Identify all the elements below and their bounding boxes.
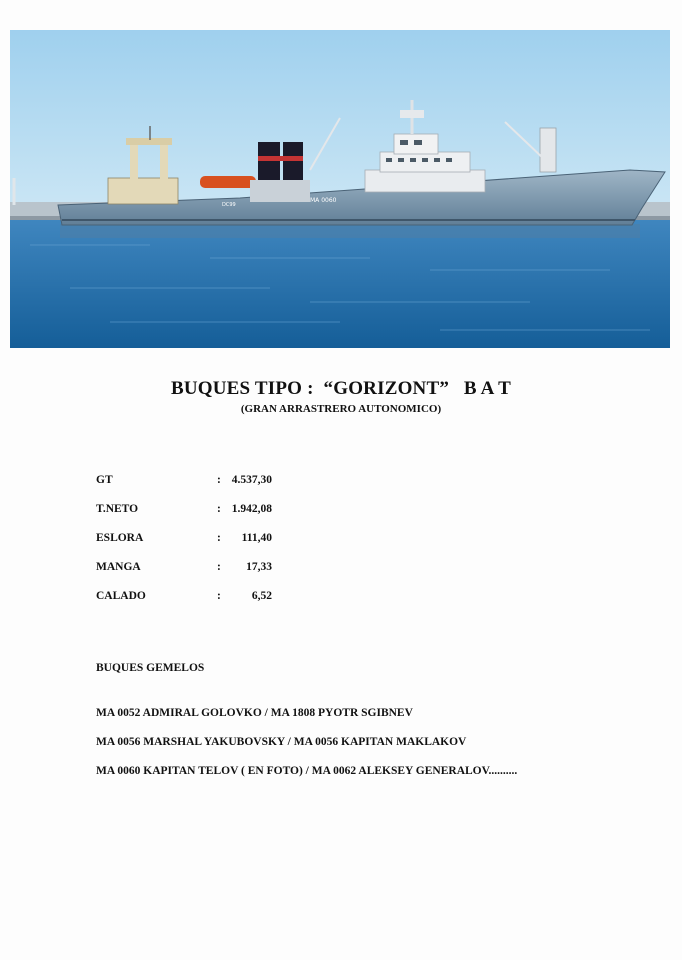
spec-label: T.NETO xyxy=(96,503,139,515)
trawler-illustration xyxy=(10,30,670,348)
hull-marking-bow: DC99 xyxy=(222,202,236,208)
spec-label: MANGA xyxy=(96,561,141,573)
twin-line-3: MA 0060 KAPITAN TELOV ( EN FOTO) / MA 0062 ALEKSEY GENERALOV.......... xyxy=(96,765,518,777)
spec-separator: : xyxy=(217,561,221,573)
spec-separator: : xyxy=(217,503,221,515)
spec-value: 4.537,30 xyxy=(231,474,272,486)
spec-label: CALADO xyxy=(96,590,146,602)
spec-row-tneto xyxy=(96,503,296,519)
twin-line-1: MA 0052 ADMIRAL GOLOVKO / MA 1808 PYOTR SGIBNEV xyxy=(96,707,413,719)
spec-row-calado xyxy=(96,590,296,606)
twins-heading: BUQUES GEMELOS xyxy=(96,662,205,674)
sea xyxy=(10,220,670,348)
twin-line-2: MA 0056 MARSHAL YAKUBOVSKY / MA 0056 KAPITAN MAKLAKOV xyxy=(96,736,467,748)
spec-separator: : xyxy=(217,532,221,544)
page-title: BUQUES TIPO : “GORIZONT” B A T xyxy=(170,378,512,399)
spec-label: GT xyxy=(96,474,113,486)
funnel xyxy=(258,142,280,182)
spec-label: ESLORA xyxy=(96,532,144,544)
spec-value: 6,52 xyxy=(251,590,272,602)
spec-separator: : xyxy=(217,474,221,486)
spec-value: 111,40 xyxy=(241,532,272,544)
page-subtitle: (GRAN ARRASTRERO AUTONOMICO) xyxy=(240,403,442,415)
spec-row-gt xyxy=(96,474,296,490)
spec-value: 1.942,08 xyxy=(231,503,272,515)
superstructure xyxy=(365,170,485,192)
spec-value: 17,33 xyxy=(246,561,272,573)
ship-photo xyxy=(10,30,670,348)
hull-marking: MA 0060 xyxy=(310,197,337,204)
spec-row-manga xyxy=(96,561,296,577)
spec-row-eslora xyxy=(96,532,296,548)
spec-separator: : xyxy=(217,590,221,602)
